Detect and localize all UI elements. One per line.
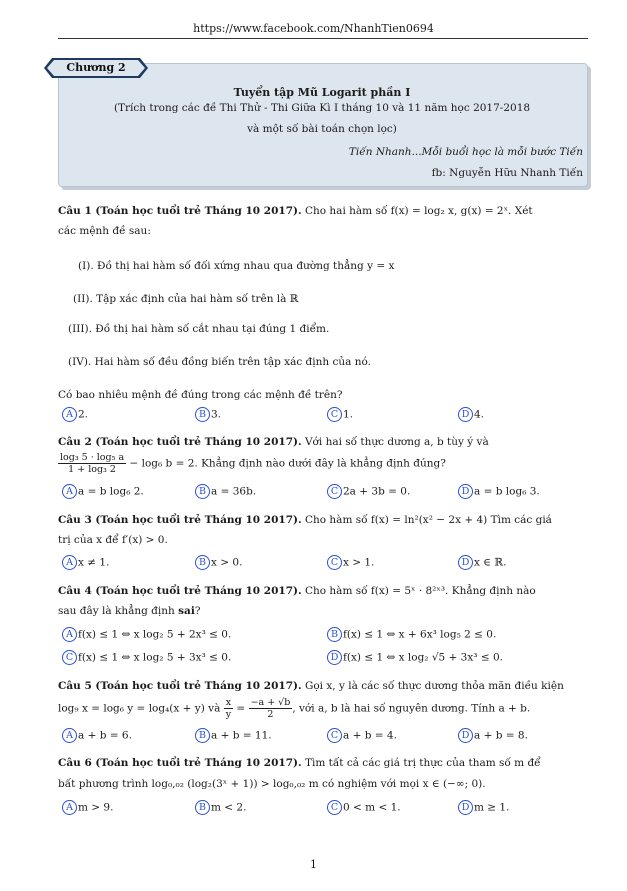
- option-text: a = 36b.: [211, 485, 257, 498]
- question-4-option-a[interactable]: [62, 627, 231, 642]
- header-url: https://www.facebook.com/NhanhTien0694: [193, 22, 434, 35]
- option-text: a = b log₆ 2.: [78, 485, 144, 498]
- option-text: x ∈ ℝ.: [474, 556, 507, 569]
- option-letter-d: D: [458, 728, 473, 743]
- question-3-option-b[interactable]: [195, 555, 242, 570]
- question-4-option-d[interactable]: [327, 650, 503, 665]
- option-letter-a: A: [62, 555, 77, 570]
- question-2-line2: [58, 452, 588, 475]
- question-4-option-c[interactable]: [62, 650, 231, 665]
- fraction-denominator: y: [225, 709, 232, 720]
- question-4-line2: [58, 605, 588, 617]
- question-1-text2: các mệnh đề sau:: [58, 225, 151, 237]
- question-1-text1: Cho hai hàm số f(x) = log₂ x, g(x) = 2ˣ. Xét: [301, 205, 533, 217]
- question-4-text1: Cho hàm số f(x) = 5ˣ · 8²ˣ³. Khẳng định nào: [301, 585, 536, 597]
- option-text: a + b = 4.: [343, 729, 397, 742]
- option-text: a + b = 8.: [474, 729, 528, 742]
- question-2-option-a[interactable]: [62, 484, 144, 499]
- question-5-text2a: log₉ x = log₆ y = log₄(x + y) và: [58, 702, 224, 715]
- option-letter-b: B: [195, 407, 210, 422]
- fraction-numerator: log₃ 5 · log₅ a: [60, 452, 125, 463]
- question-6-option-a[interactable]: [62, 800, 113, 815]
- option-letter-d: D: [458, 407, 473, 422]
- option-text: 2.: [78, 408, 89, 421]
- question-2-option-c[interactable]: [327, 484, 410, 499]
- question-1-option-b[interactable]: [195, 407, 221, 422]
- option-letter-c: C: [327, 728, 342, 743]
- question-6-text2: bất phương trình log₀,₀₂ (log₂(3ˣ + 1)) > log₀,₀₂ m có nghiệm với mọi x ∈ (−∞; 0).: [58, 778, 486, 790]
- option-text: f(x) ≤ 1 ⇔ x log₂ √5 + 3x³ ≤ 0.: [343, 651, 503, 664]
- question-3-text2: trị của x để f′(x) > 0.: [58, 534, 168, 546]
- question-2-option-b[interactable]: [195, 484, 256, 499]
- option-text: f(x) ≤ 1 ⇔ x log₂ 5 + 3x³ ≤ 0.: [78, 651, 232, 664]
- option-letter-d: D: [458, 484, 473, 499]
- question-1-option-c[interactable]: [327, 407, 353, 422]
- option-text: 4.: [474, 408, 485, 421]
- question-2-text2: − log₆ b = 2. Khẳng định nào dưới đây là khẳng định đúng?: [126, 457, 446, 470]
- question-5-option-c[interactable]: [327, 728, 397, 743]
- box-fb-credit: fb: Nguyễn Hữu Nhanh Tiến: [431, 167, 583, 179]
- question-3-text1: Cho hàm số f(x) = ln²(x² − 2x + 4) Tìm các giá: [301, 514, 552, 526]
- box-title: Tuyển tập Mũ Logarit phần I: [233, 86, 411, 99]
- option-letter-a: A: [62, 627, 77, 642]
- question-4-text2-end: ?: [194, 605, 201, 617]
- question-3-option-c[interactable]: [327, 555, 374, 570]
- option-letter-a: A: [62, 728, 77, 743]
- fraction-denominator: 1 + log₃ 2: [68, 464, 116, 475]
- question-4-line1: [58, 585, 588, 597]
- option-text: m < 2.: [211, 801, 247, 814]
- chapter-tab: [44, 58, 148, 78]
- box-motto: Tiến Nhanh...Mỗi buổi học là mỗi bước Tiến: [348, 146, 583, 158]
- question-4-emphasis: sai: [178, 605, 195, 617]
- option-text: 0 < m < 1.: [343, 801, 401, 814]
- option-letter-c: C: [62, 650, 77, 665]
- question-4-text2: sau đây là khẳng định: [58, 605, 179, 617]
- question-5-option-a[interactable]: [62, 728, 132, 743]
- option-letter-a: A: [62, 484, 77, 499]
- option-letter-b: B: [195, 728, 210, 743]
- option-letter-a: A: [62, 407, 77, 422]
- option-text: 3.: [211, 408, 222, 421]
- option-text: a + b = 6.: [78, 729, 132, 742]
- option-text: x ≠ 1.: [78, 556, 110, 569]
- chapter-tab-label: Chương 2: [66, 61, 126, 74]
- question-4-title: Câu 4 (Toán học tuổi trẻ Tháng 10 2017).: [58, 585, 302, 597]
- question-6-line1: [58, 757, 588, 769]
- box-subtitle-line1: (Trích trong các đề Thi Thử - Thi Giữa Kì I tháng 10 và 11 năm học 2017-2018: [113, 102, 531, 114]
- option-text: a = b log₆ 3.: [474, 485, 540, 498]
- question-3-line1: [58, 514, 588, 526]
- option-letter-c: C: [327, 407, 342, 422]
- fraction-numerator: −a + √b: [250, 697, 291, 708]
- question-1-statement-4: (IV). Hai hàm số đều đồng biến trên tập xác định của nó.: [68, 356, 371, 368]
- question-6-option-c[interactable]: [327, 800, 401, 815]
- box-subtitle-line2: và một số bài toán chọn lọc): [247, 123, 397, 135]
- question-2-line1: [58, 436, 588, 448]
- question-1-line1: [58, 205, 588, 217]
- question-6-option-b[interactable]: [195, 800, 246, 815]
- question-1-title: Câu 1 (Toán học tuổi trẻ Tháng 10 2017).: [58, 205, 302, 217]
- option-text: f(x) ≤ 1 ⇔ x + 6x³ log₅ 2 ≤ 0.: [343, 628, 497, 641]
- question-1-statement-3: (III). Đồ thị hai hàm số cắt nhau tại đúng 1 điểm.: [68, 323, 330, 335]
- option-text: x > 0.: [211, 556, 243, 569]
- question-5-option-b[interactable]: [195, 728, 272, 743]
- option-letter-c: C: [327, 555, 342, 570]
- question-5-line1: [58, 680, 588, 692]
- question-6-title: Câu 6 (Toán học tuổi trẻ Tháng 10 2017).: [58, 757, 302, 769]
- option-text: 1.: [343, 408, 354, 421]
- question-5-title: Câu 5 (Toán học tuổi trẻ Tháng 10 2017).: [58, 680, 302, 692]
- question-5-option-d[interactable]: [458, 728, 528, 743]
- option-text: 2a + 3b = 0.: [343, 485, 411, 498]
- question-1-prompt: Có bao nhiêu mệnh đề đúng trong các mệnh đề trên?: [58, 389, 343, 401]
- page-number: 1: [310, 858, 317, 871]
- question-1-statement-1: (I). Đồ thị hai hàm số đối xứng nhau qua đường thẳng y = x: [78, 260, 395, 272]
- question-6-option-d[interactable]: [458, 800, 509, 815]
- option-text: f(x) ≤ 1 ⇔ x log₂ 5 + 2x³ ≤ 0.: [78, 628, 232, 641]
- question-2-fraction: [58, 452, 126, 475]
- option-letter-b: B: [195, 484, 210, 499]
- option-letter-d: D: [458, 800, 473, 815]
- fraction-denominator: 2: [267, 709, 274, 720]
- option-text: m ≥ 1.: [474, 801, 510, 814]
- header-rule: [58, 38, 588, 39]
- question-1-option-d[interactable]: [458, 407, 484, 422]
- question-3-option-d[interactable]: [458, 555, 506, 570]
- option-letter-b: B: [327, 627, 342, 642]
- option-letter-c: C: [327, 800, 342, 815]
- option-text: x > 1.: [343, 556, 375, 569]
- question-5-line2: [58, 697, 588, 720]
- question-1-option-a[interactable]: [62, 407, 88, 422]
- option-letter-b: B: [195, 555, 210, 570]
- question-5-fraction-ab: [249, 697, 293, 720]
- option-text: a + b = 11.: [211, 729, 272, 742]
- question-2-title: Câu 2 (Toán học tuổi trẻ Tháng 10 2017).: [58, 436, 302, 448]
- question-5-text2b: =: [233, 702, 249, 715]
- question-3-option-a[interactable]: [62, 555, 109, 570]
- question-3-title: Câu 3 (Toán học tuổi trẻ Tháng 10 2017).: [58, 514, 302, 526]
- question-5-text2c: , với a, b là hai số nguyên dương. Tính a + b.: [292, 702, 531, 715]
- option-letter-b: B: [195, 800, 210, 815]
- question-6-text1: Tìm tất cả các giá trị thực của tham số m để: [301, 757, 541, 769]
- question-5-fraction-xy: [224, 697, 233, 720]
- question-1-statement-2: (II). Tập xác định của hai hàm số trên là ℝ: [73, 293, 299, 305]
- option-letter-d: D: [458, 555, 473, 570]
- question-5-text1: Gọi x, y là các số thực dương thỏa mãn điều kiện: [301, 680, 564, 692]
- option-letter-d: D: [327, 650, 342, 665]
- question-2-text1: Với hai số thực dương a, b tùy ý và: [301, 436, 489, 448]
- option-letter-a: A: [62, 800, 77, 815]
- question-4-option-b[interactable]: [327, 627, 496, 642]
- fraction-numerator: x: [224, 697, 233, 709]
- question-2-option-d[interactable]: [458, 484, 540, 499]
- option-letter-c: C: [327, 484, 342, 499]
- option-text: m > 9.: [78, 801, 114, 814]
